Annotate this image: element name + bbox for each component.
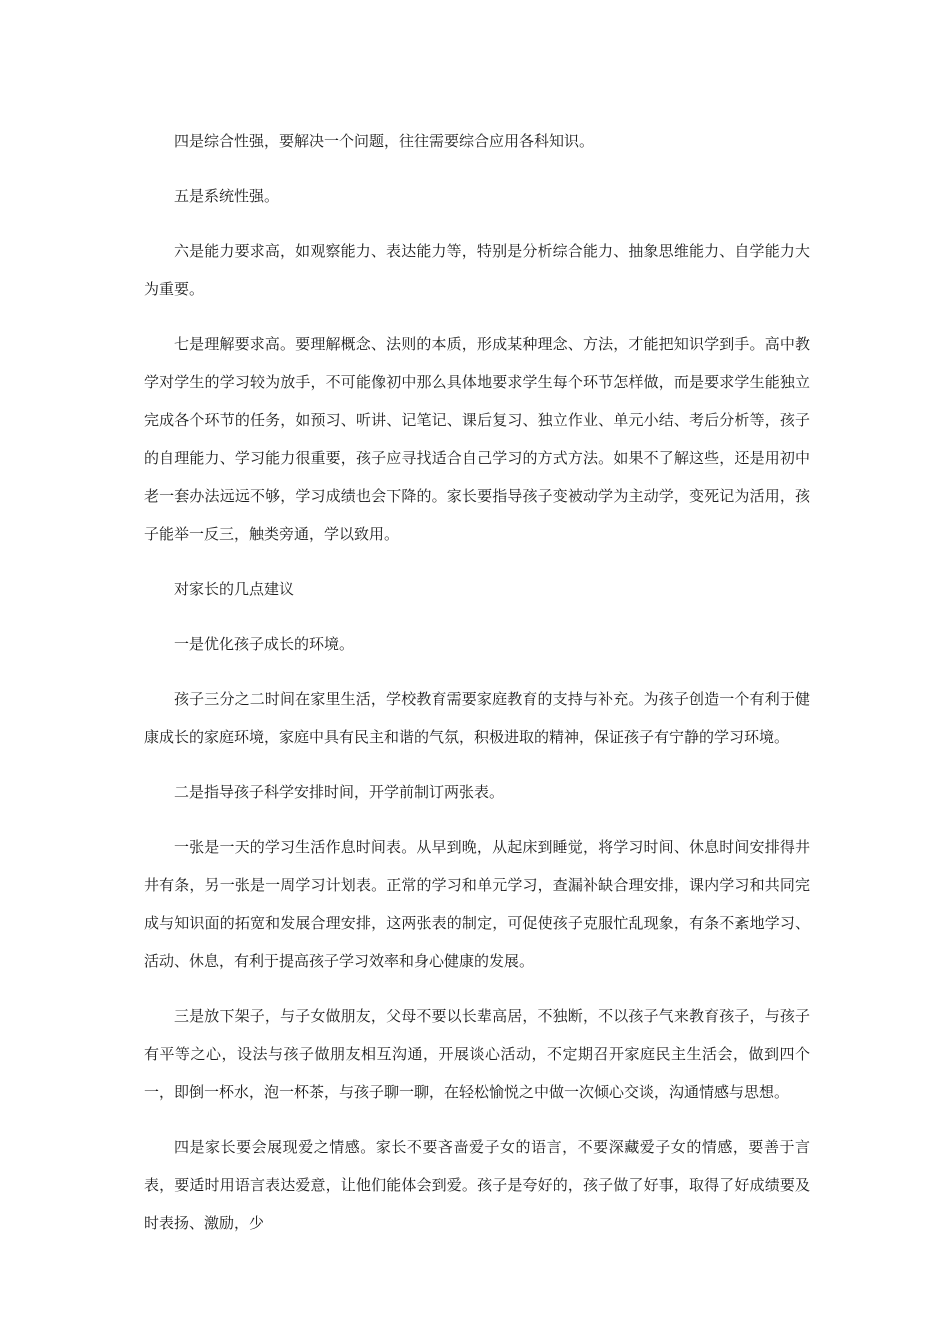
document-body <box>144 122 810 1259</box>
paragraph: 七是理解要求高。要理解概念、法则的本质，形成某种理念、方法，才能把知识学到手。高中教学对学生的学习较为放手，不可能像初中那么具体地要求学生每个环节怎样做，而是要求学生能独立完成各个环节的任务，如预习、听讲、记笔记、课后复习、独立作业、单元小结、考后分析等，孩子的自理能力、学习能力很重要，孩子应寻找适合自己学习的方式方法。如果不了解这些，还是用初中老一套办法远远不够，学习成绩也会下降的。家长要指导孩子变被动学为主动学，变死记为活用，孩子能举一反三，触类旁通，学以致用。 <box>144 335 810 543</box>
paragraph: 三是放下架子，与子女做朋友，父母不要以长辈高居，不独断，不以孩子气来教育孩子，与孩子有平等之心，设法与孩子做朋友相互沟通，开展谈心活动，不定期召开家庭民主生活会，做到四个一，即倒一杯水，泡一杯茶，与孩子聊一聊，在轻松愉悦之中做一次倾心交谈，沟通情感与思想。 <box>144 1007 810 1101</box>
paragraph: 六是能力要求高，如观察能力、表达能力等，特别是分析综合能力、抽象思维能力、自学能力大为重要。 <box>144 242 810 298</box>
paragraph: 五是系统性强。 <box>174 187 280 205</box>
section-heading: 对家长的几点建议 <box>174 580 295 598</box>
paragraph: 孩子三分之二时间在家里生活，学校教育需要家庭教育的支持与补充。为孩子创造一个有利于健康成长的家庭环境，家庭中具有民主和谐的气氛，积极进取的精神，保证孩子有宁静的学习环境。 <box>144 690 810 746</box>
paragraph: 二是指导孩子科学安排时间，开学前制订两张表。 <box>174 783 505 801</box>
paragraph: 四是综合性强，要解决一个问题，往往需要综合应用各科知识。 <box>174 132 595 150</box>
paragraph: 一张是一天的学习生活作息时间表。从早到晚，从起床到睡觉，将学习时间、休息时间安排得井井有条，另一张是一周学习计划表。正常的学习和单元学习，查漏补缺合理安排，课内学习和共同完成与知识面的拓宽和发展合理安排，这两张表的制定，可促使孩子克服忙乱现象，有条不紊地学习、活动、休息，有利于提高孩子学习效率和身心健康的发展。 <box>144 838 810 970</box>
paragraph: 四是家长要会展现爱之情感。家长不要吝啬爱子女的语言，不要深藏爱子女的情感，要善于言表，要适时用语言表达爱意，让他们能体会到爱。孩子是夸好的，孩子做了好事，取得了好成绩要及时表扬、激励，少 <box>144 1138 810 1232</box>
paragraph: 一是优化孩子成长的环境。 <box>174 635 355 653</box>
